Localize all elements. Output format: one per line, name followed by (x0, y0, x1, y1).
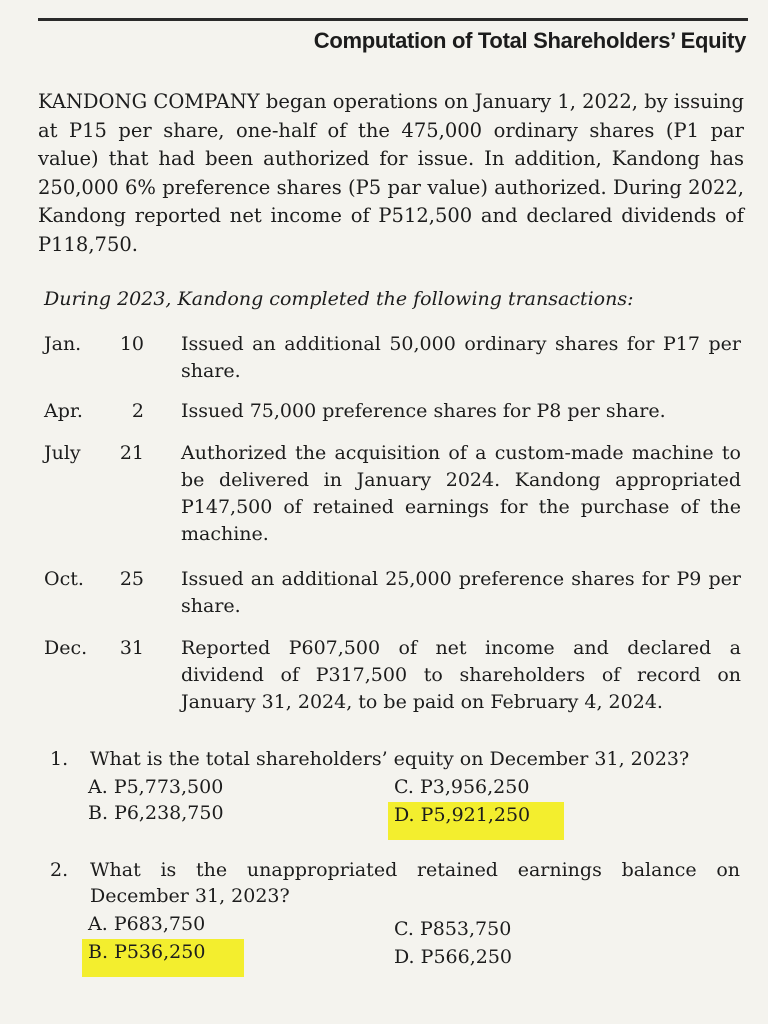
q2-option-c[interactable] (388, 916, 517, 942)
transaction-month: Apr. (44, 400, 83, 422)
intro-paragraph: KANDONG COMPANY began operations on January 1, 2022, by issuing at P15 per share, one-half of the 475,000 ordinary shares (P1 par value) that had been authorized for issue. In addition, Kandong has 250,000 6% preference shares (P5 par value) authorized. During 2022, Kandong reported net income of P512,500 and declared dividends of P118,750. (38, 90, 744, 256)
transaction-text: Issued an additional 25,000 preference shares for P9 per share. (181, 568, 741, 617)
option-letter: C. (394, 776, 414, 798)
option-letter: D. (394, 946, 415, 968)
q2-option-d[interactable] (388, 944, 518, 970)
transaction-month: Oct. (44, 568, 84, 590)
option-letter: D. (394, 804, 415, 826)
transaction-day: 2 (131, 400, 144, 422)
option-value: P5,773,500 (113, 776, 224, 798)
option-value: P853,750 (419, 918, 512, 940)
option-letter: C. (394, 918, 414, 940)
question-text: What is the unappropriated retained earnings balance on December 31, 2023? (90, 859, 740, 907)
transaction-month: Dec. (44, 637, 88, 659)
transaction-text: Issued an additional 50,000 ordinary shares for P17 per share. (181, 333, 741, 382)
question-text: What is the total shareholders’ equity on December 31, 2023? (90, 748, 690, 770)
q2-option-b[interactable] (82, 939, 244, 977)
transaction-text: Issued 75,000 preference shares for P8 per share. (181, 400, 666, 422)
transactions-heading: During 2023, Kandong completed the following transactions: (44, 288, 634, 310)
transaction-day: 25 (119, 568, 144, 590)
option-value: P683,750 (113, 913, 206, 935)
transaction-day: 21 (119, 442, 144, 464)
option-letter: A. (88, 776, 108, 798)
option-letter: B. (88, 802, 109, 824)
transaction-text: Authorized the acquisition of a custom-made machine to be delivered in January 2024. Kandong appropriated P147,500 of retained earnings for the purchase of the machine. (181, 442, 741, 545)
transaction-month: Jan. (44, 333, 82, 355)
option-letter: A. (88, 913, 108, 935)
option-value: P3,956,250 (419, 776, 530, 798)
transaction-text: Reported P607,500 of net income and declared a dividend of P317,500 to shareholders of record on January 31, 2024, to be paid on February 4, 2024. (181, 637, 741, 713)
page-title: Computation of Total Shareholders’ Equity (313, 28, 746, 53)
question-number: 1. (50, 748, 69, 770)
q1-option-a[interactable] (82, 774, 229, 800)
option-value: P566,250 (420, 946, 513, 968)
option-letter: B. (88, 941, 109, 963)
transaction-month: July (44, 442, 81, 464)
option-value: P536,250 (114, 941, 206, 963)
transaction-day: 10 (119, 333, 144, 355)
option-value: P5,921,250 (420, 804, 531, 826)
q2-option-a[interactable] (82, 911, 211, 937)
transaction-day: 31 (119, 637, 144, 659)
q1-option-b[interactable] (82, 800, 230, 826)
question-number: 2. (50, 859, 69, 881)
q1-option-d[interactable] (388, 802, 564, 840)
top-rule (38, 18, 748, 21)
q1-option-c[interactable] (388, 774, 535, 800)
option-value: P6,238,750 (114, 802, 224, 824)
